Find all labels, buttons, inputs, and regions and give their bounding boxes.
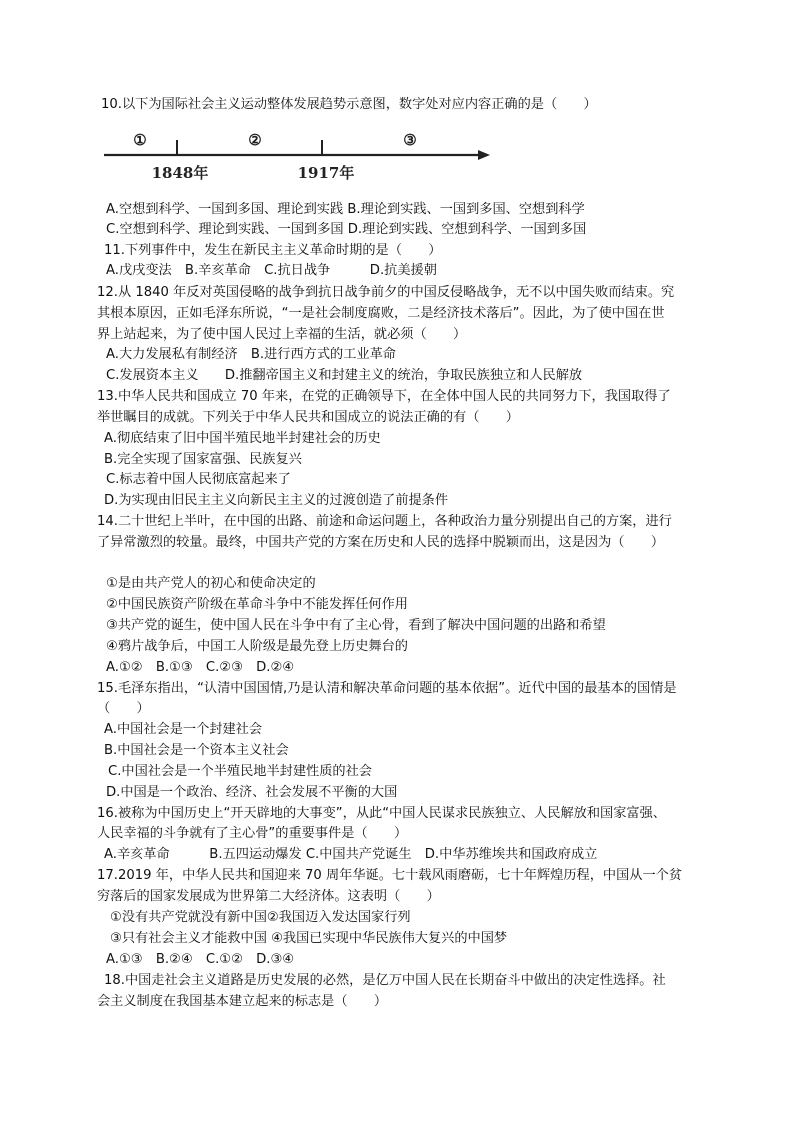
q16-options: A.辛亥革命 B.五四运动爆发 C.中国共产党诞生 D.中华苏维埃共和国政府成立	[104, 847, 598, 862]
q10-option-ab: A.空想到科学、一国到多国、理论到实践 B.理论到实践、一国到多国、空想到科学	[106, 202, 585, 217]
q17-options: A.①③ B.②④ C.①② D.③④	[106, 952, 295, 967]
q14-stem-line-2: 了异常激烈的较量。最终，中国共产党的方案在历史和人民的选择中脱颖而出，这是因为（ ）	[97, 535, 665, 550]
q18-stem-line-2: 会主义制度在我国基本建立起来的标志是（ ）	[97, 994, 388, 1009]
q13-stem-line-1: 13.中华人民共和国成立 70 年来，在党的正确领导下，在全体中国人民的共同努力下，我国取得了	[97, 389, 671, 404]
q13-option-b: B.完全实现了国家富强、民族复兴	[104, 452, 302, 467]
timeline-label-3: ③	[403, 131, 417, 149]
q15-stem-line-2: （ ）	[97, 701, 150, 716]
q10-stem: 10.以下为国际社会主义运动整体发展趋势示意图，数字处对应内容正确的是（ ）	[101, 97, 597, 112]
q11-stem: 11.下列事件中，发生在新民主主义革命时期的是（ ）	[104, 243, 442, 258]
q14-item-2: ②中国民族资产阶级在革命斗争中不能发挥任何作用	[106, 597, 408, 612]
timeline-label-2: ②	[248, 131, 262, 149]
q14-stem-line-1: 14.二十世纪上半叶，在中国的出路、前途和命运问题上，各种政治力量分别提出自己的方案，进行	[97, 514, 672, 529]
q17-items-line-2: ③只有社会主义才能救中国 ④我国已实现中华民族伟大复兴的中国梦	[110, 931, 508, 946]
q13-option-d: D.为实现由旧民主主义向新民主主义的过渡创造了前提条件	[104, 493, 449, 508]
q15-option-b: B.中国社会是一个资本主义社会	[104, 743, 289, 758]
q15-option-d: D.中国是一个政治、经济、社会发展不平衡的大国	[106, 785, 398, 800]
q13-option-a: A.彻底结束了旧中国半殖民地半封建社会的历史	[104, 431, 381, 446]
timeline-label-1: ①	[133, 131, 147, 149]
q15-option-c: C.中国社会是一个半殖民地半封建性质的社会	[108, 764, 372, 779]
timeline-arrowhead	[478, 150, 490, 160]
q14-item-4: ④鸦片战争后，中国工人阶级是最先登上历史舞台的	[106, 639, 408, 654]
q13-option-c: C.标志着中国人民彻底富起来了	[106, 472, 291, 487]
q17-items-line-1: ①没有共产党就没有新中国②我国迈入发达国家行列	[110, 910, 411, 925]
q10-timeline-diagram	[100, 128, 492, 190]
timeline-svg	[100, 128, 492, 190]
q12-stem-line-2: 其根本原因，正如毛泽东所说，“一是社会制度腐败，二是经济技术落后”。因此，为了使中国在世	[97, 306, 665, 321]
q18-stem-line-1: 18.中国走社会主义道路是历史发展的必然，是亿万中国人民在长期奋斗中做出的决定性选择。社	[104, 973, 666, 988]
q12-option-cd: C.发展资本主义 D.推翻帝国主义和封建主义的统治，争取民族独立和人民解放	[106, 368, 583, 383]
q12-option-ab: A.大力发展私有制经济 B.进行西方式的工业革命	[106, 347, 396, 362]
q17-stem-line-2: 穷落后的国家发展成为世界第二大经济体。这表明（ ）	[97, 889, 440, 904]
q16-stem-line-2: 人民幸福的斗争就有了主心骨”的重要事件是（ ）	[97, 826, 408, 841]
q12-stem-line-1: 12.从 1840 年反对英国侵略的战争到抗日战争前夕的中国反侵略战争，无不以中国失败而结束。究	[97, 285, 675, 300]
q12-stem-line-3: 界上站起来，为了使中国人民过上幸福的生活，就必须（ ）	[97, 327, 467, 342]
q13-stem-line-2: 举世瞩目的成就。下列关于中华人民共和国成立的说法正确的有（ ）	[97, 410, 519, 425]
q17-stem-line-1: 17.2019 年，中华人民共和国迎来 70 周年华诞。七十载风雨磨砺，七十年辉煌历程，中国从一个贫	[97, 868, 683, 883]
q10-option-cd: C.空想到科学、理论到实践、一国到多国 D.理论到实践、空想到科学、一国到多国	[106, 222, 587, 237]
q14-options: A.①② B.①③ C.②③ D.②④	[106, 660, 295, 675]
q15-stem-line-1: 15.毛泽东指出，“认清中国国情,乃是认清和解决革命问题的基本依据”。近代中国的最基本的国情是	[97, 681, 677, 696]
q15-option-a: A.中国社会是一个封建社会	[104, 722, 263, 737]
q11-options: A.戊戌变法 B.辛亥革命 C.抗日战争 D.抗美援朝	[106, 263, 437, 278]
q14-item-3: ③共产党的诞生，使中国人民在斗争中有了主心骨，看到了解决中国问题的出路和希望	[106, 618, 606, 633]
q16-stem-line-1: 16.被称为中国历史上“开天辟地的大事变”，从此“中国人民谋求民族独立、人民解放和国家富强、	[97, 806, 666, 821]
q14-item-1: ①是由共产党人的初心和使命决定的	[106, 576, 316, 591]
timeline-year-1917: 1917年	[297, 164, 355, 182]
timeline-year-1848: 1848年	[151, 164, 209, 182]
